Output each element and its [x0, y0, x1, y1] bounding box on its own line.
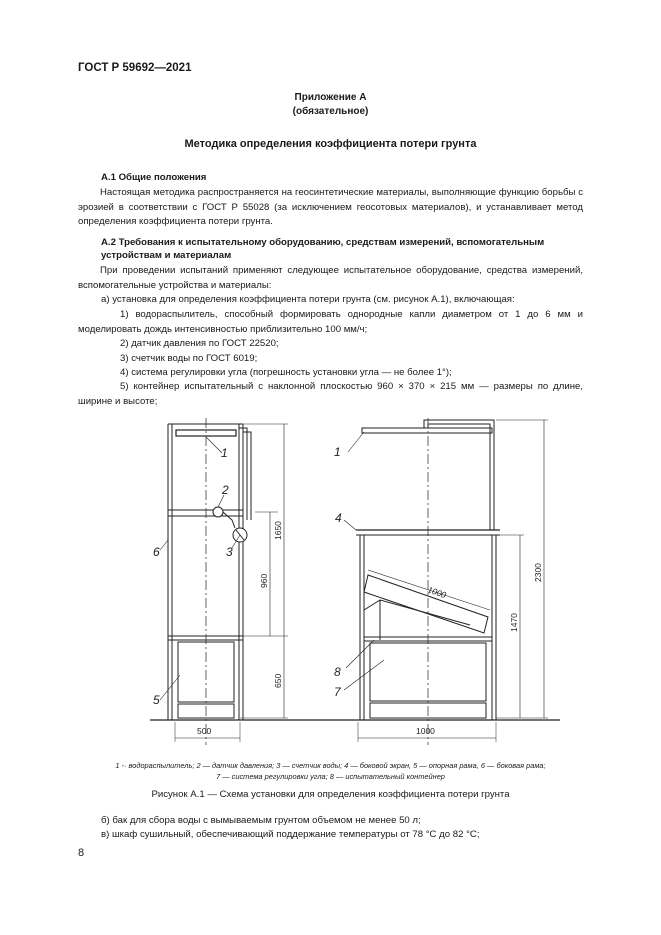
- list-subitem-3: 3) счетчик воды по ГОСТ 6019;: [120, 353, 258, 364]
- figure-legend-line-2: 7 — система регулировки угла; 8 — испытательный контейнер: [216, 772, 445, 781]
- list-item-a: а) установка для определения коэффициента потери грунта (см. рисунок А.1), включающая:: [101, 294, 515, 305]
- pressure-sensor-circle: [213, 507, 223, 517]
- appendix-title: Приложение А: [294, 92, 367, 103]
- page-number: 8: [78, 847, 85, 859]
- dim-650: 650: [273, 673, 283, 688]
- dim-1470: 1470: [509, 613, 519, 632]
- dim-2300: 2300: [533, 563, 543, 582]
- callout-7: 7: [334, 685, 341, 699]
- callout-1-right: 1: [334, 445, 341, 459]
- figure-legend-line-1: 1 -· водораспылитель; 2 — датчик давления; 3 — счетчик воды; 4 — боковой экран, 5 — опорная рама, 6 — боковая рама;: [115, 761, 546, 770]
- sprayer-right: [362, 428, 492, 433]
- dim-500: 500: [197, 726, 212, 736]
- callout-5: 5: [153, 693, 160, 707]
- callout-3: 3: [226, 545, 233, 559]
- list-item-v: в) шкаф сушильный, обеспечивающий поддержание температуры от 78 °C до 82 °C;: [101, 829, 480, 840]
- apparatus-diagram: [0, 410, 661, 750]
- dim-1000-slope: 1000: [426, 584, 448, 601]
- section-a2-heading: А.2 Требования к испытательному оборудованию, средствам измерений, вспомогательным устройствам и материалам: [101, 237, 545, 261]
- list-item-b: б) бак для сбора воды с вымываемым грунтом объемом не менее 50 л;: [101, 815, 421, 826]
- test-container-inclined: [364, 575, 488, 633]
- dim-960: 960: [259, 573, 269, 588]
- appendix-heading: Методика определения коэффициента потери грунта: [184, 138, 477, 150]
- dim-1650: 1650: [273, 521, 283, 540]
- appendix-status: (обязательное): [292, 106, 369, 117]
- callout-6: 6: [153, 545, 160, 559]
- figure-caption: Рисунок А.1 — Схема установки для определения коэффициента потери грунта: [151, 789, 510, 800]
- list-subitem-1: 1) водораспылитель, способный формировать однородные капли диаметром от 1 до 6 мм и моделировать дождь интенсивностью приблизительно 100 мм/ч;: [78, 309, 583, 335]
- list-subitem-4: 4) система регулировки угла (погрешность установки угла — не более 1°);: [120, 367, 452, 378]
- right-view: [344, 418, 548, 745]
- callout-8: 8: [334, 665, 341, 679]
- section-a1-text: Настоящая методика распространяется на геосинтетические материалы, выполняющие функцию борьбы с эрозией в соответствии с ГОСТ Р 55028 (за исключением геосотовых материалов), и устанавливает метод определения коэффициента потери грунта.: [78, 187, 583, 228]
- callout-4: 4: [335, 511, 342, 525]
- callout-2: 2: [222, 483, 229, 497]
- callout-1-left: 1: [221, 446, 228, 460]
- list-subitem-2: 2) датчик давления по ГОСТ 22520;: [120, 338, 279, 349]
- list-subitem-5: 5) контейнер испытательный с наклонной плоскостью 960 × 370 × 215 мм — размеры по длине, ширине и высоте;: [78, 381, 583, 407]
- document-standard-number: ГОСТ Р 59692—2021: [78, 62, 192, 74]
- section-a1-heading: А.1 Общие положения: [101, 172, 207, 183]
- dim-1000: 1000: [416, 726, 435, 736]
- section-a2-intro: При проведении испытаний применяют следующее испытательное оборудование, средства измерений, вспомогательные устройства и материалы:: [78, 265, 583, 291]
